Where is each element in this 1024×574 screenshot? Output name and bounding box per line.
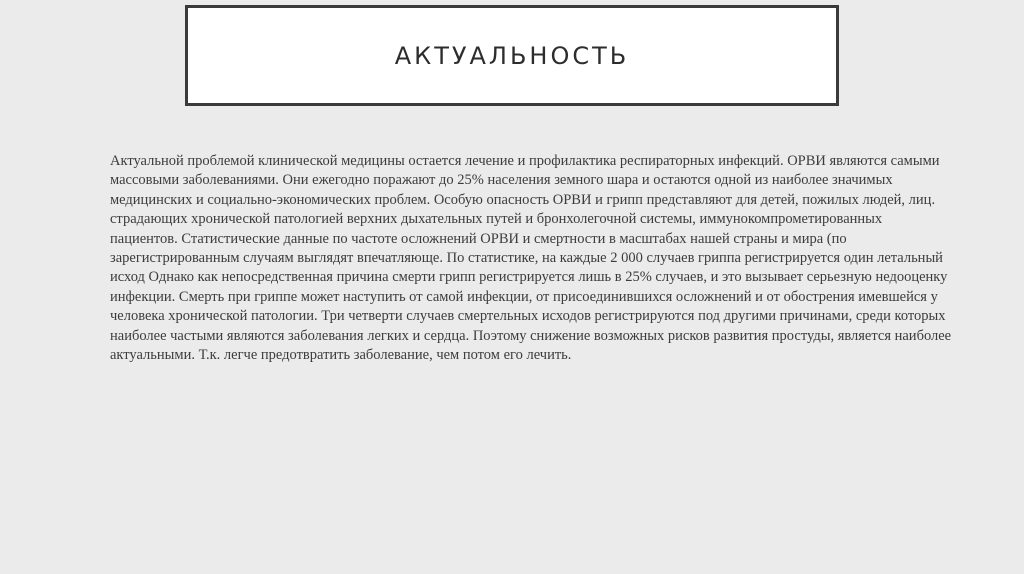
slide-title: АКТУАЛЬНОСТЬ xyxy=(394,41,630,70)
title-box xyxy=(185,5,839,106)
body-paragraph: Актуальной проблемой клинической медицины остается лечение и профилактика респираторных инфекций. ОРВИ являются самыми массовыми заболеваниями. Они ежегодно поражают до 25% населения земного шара и остаются одной из наиболее значимых медицинских и социально-экономических проблем. Особую опасность ОРВИ и грипп представляют для детей, пожилых людей, лиц. страдающих хронической патологией верхних дыхательных путей и бронхолегочной системы, иммунокомпрометированных пациентов. Статистические данные по частоте осложнений ОРВИ и смертности в масштабах нашей страны и мира (по зарегистрированным случаям выглядят впечатляюще. По статистике, на каждые 2 000 случаев гриппа регистрируется один летальный исход Однако как непосредственная причина смерти грипп регистрируется лишь в 25% случаев, и это вызывает серьезную недооценку инфекции. Смерть при гриппе может наступить от самой инфекции, от присоединившихся осложнений и от обострения имевшейся у человека хронической патологии. Три четверти случаев смертельных исходов регистрируются под другими причинами, среди которых наиболее частыми являются заболевания легких и сердца. Поэтому снижение возможных рисков развития простуды, является наиболее актуальными. Т.к. легче предотвратить заболевание, чем потом его лечить. xyxy=(110,153,952,364)
